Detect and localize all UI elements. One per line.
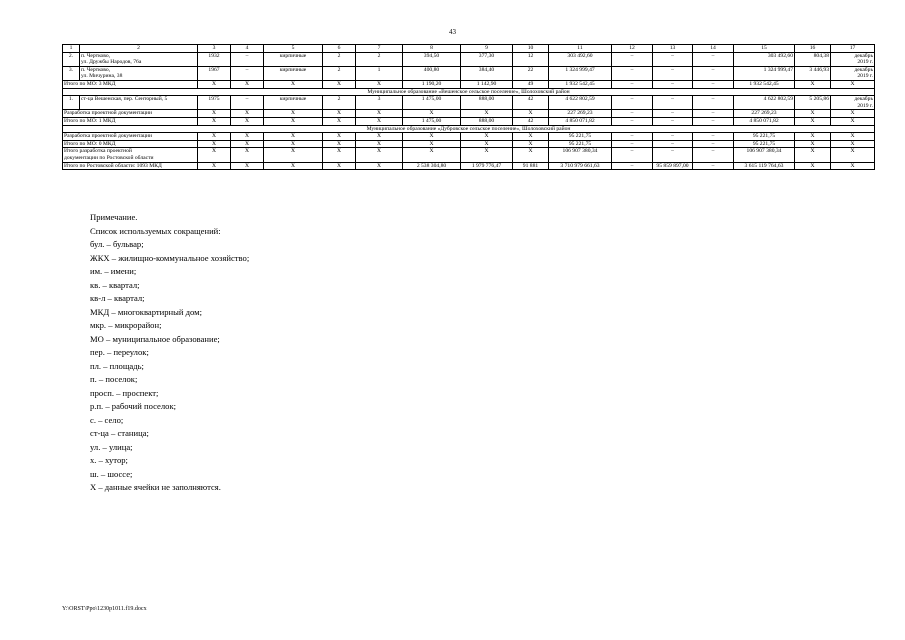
table-cell: 1 932 542,45 (549, 80, 612, 88)
table-cell: X (231, 162, 264, 170)
abbreviation-item: ш. – шоссе; (90, 468, 133, 479)
table-cell: – (693, 133, 734, 141)
table-cell: X (795, 148, 831, 162)
header-cell: 15 (734, 45, 795, 53)
row-label: Разработка проектной документации (63, 133, 198, 141)
header-cell: 14 (693, 45, 734, 53)
table-cell: 4 622 802,59 (734, 96, 795, 110)
table-cell: X (231, 117, 264, 125)
header-cell: 5 (264, 45, 323, 53)
row-number: 2. (63, 52, 80, 66)
total-label (63, 148, 198, 162)
table-cell: – (612, 80, 653, 88)
table-cell: X (356, 80, 403, 88)
total-label: Итого по МО: 0 МКД (63, 140, 198, 148)
notes-subtitle: Список используемых сокращений: (90, 225, 221, 236)
table-cell: – (231, 96, 264, 110)
table-cell: X (461, 133, 513, 141)
table-cell: X (513, 133, 549, 141)
table-cell: X (198, 140, 231, 148)
table-cell: 1 932 542,45 (734, 80, 795, 88)
table-cell: 95 221,75 (549, 140, 612, 148)
page-number: 43 (449, 28, 456, 36)
table-cell: X (403, 148, 461, 162)
table-row (63, 52, 875, 66)
table-cell: 3 (356, 96, 403, 110)
deadline-year: 2019 г. (857, 59, 873, 66)
abbreviation-item: им. – имени; (90, 266, 137, 276)
abbreviation-item: МО – муниципальное образование; (90, 333, 220, 344)
abbreviation-item: п. – поселок; (90, 374, 138, 384)
table-cell: X (403, 133, 461, 141)
header-cell: 7 (356, 45, 403, 53)
table-cell: X (831, 110, 875, 118)
address-line: п. Чертково, (81, 66, 111, 73)
table-row (63, 96, 875, 110)
table-cell: 106 907 380,34 (549, 148, 612, 162)
table-cell: 1 475,00 (403, 96, 461, 110)
table-cell: – (693, 110, 734, 118)
table-cell: 95 221,75 (734, 133, 795, 141)
table-cell: – (231, 52, 264, 66)
abbreviation-item: с. – село; (90, 414, 124, 425)
section-row (63, 88, 875, 96)
table-cell: X (831, 133, 875, 141)
abbreviation-item: пер. – переулок; (90, 347, 149, 357)
table-cell: X (356, 140, 403, 148)
table-cell: X (231, 110, 264, 118)
abbreviation-item: р.п. – рабочий поселок; (90, 401, 177, 411)
header-cell: 9 (461, 45, 513, 53)
table-cell: 1 475,00 (403, 117, 461, 125)
table-cell: X (323, 80, 356, 88)
total-row (63, 80, 875, 88)
table-cell: X (264, 140, 323, 148)
table-cell: X (264, 148, 323, 162)
table-cell: X (231, 133, 264, 141)
address-line: ул. Дружбы Народов, 76а (81, 59, 142, 66)
abbreviation-item: ст-ца – станица; (90, 428, 149, 438)
year-cell: 1975 (198, 96, 231, 110)
table-cell: – (612, 66, 653, 80)
header-cell: 1 (63, 45, 80, 53)
table-cell: – (653, 140, 693, 148)
table-cell: X (264, 80, 323, 88)
table-cell: – (612, 96, 653, 110)
section-title: Муниципальное образование «Вешенское сельское поселение», Шолоховский район (63, 88, 875, 96)
deadline-month: декабрь (854, 52, 873, 59)
table-cell: X (198, 133, 231, 141)
abbreviation-item: пл. – площадь; (90, 360, 144, 371)
table-cell: – (612, 148, 653, 162)
table-cell: 2 538 304,80 (403, 162, 461, 170)
deadline-month: декабрь (854, 66, 873, 73)
address-line: ул. Мичурина, 38 (81, 73, 123, 80)
header-cell: 17 (831, 45, 875, 53)
year-cell: 1967 (198, 66, 231, 80)
table-cell: X (795, 110, 831, 118)
table-cell: – (612, 140, 653, 148)
table-cell: – (653, 117, 693, 125)
address-cell (80, 66, 198, 80)
table-cell: X (356, 133, 403, 141)
table-cell: X (461, 148, 513, 162)
table-cell: – (612, 133, 653, 141)
table-cell: 2 (323, 96, 356, 110)
year-cell: 1932 (198, 52, 231, 66)
table-cell: 4 622 802,59 (549, 96, 612, 110)
table-cell: – (653, 110, 693, 118)
table-cell: X (198, 148, 231, 162)
deadline-cell (831, 96, 875, 110)
table-cell: X (323, 133, 356, 141)
table-cell: X (795, 117, 831, 125)
table-cell: 3 615 119 764,63 (734, 162, 795, 170)
table-cell: X (264, 117, 323, 125)
table-cell: X (831, 117, 875, 125)
table-cell: 2 (323, 66, 356, 80)
table-cell: – (653, 96, 693, 110)
table-cell: X (831, 148, 875, 162)
table-cell: 1 142,90 (461, 80, 513, 88)
table-cell: – (693, 117, 734, 125)
table-cell: X (264, 133, 323, 141)
table-cell: X (264, 162, 323, 170)
table-cell: X (231, 140, 264, 148)
table-cell: X (356, 117, 403, 125)
table-cell: 42 (513, 117, 549, 125)
table-cell: X (323, 117, 356, 125)
table-cell: X (795, 80, 831, 88)
notes-section (90, 211, 249, 495)
header-cell: 2 (80, 45, 198, 53)
abbreviation-item: МКД – многоквартирный дом; (90, 306, 202, 317)
table-row (63, 66, 875, 80)
row-number: 1. (63, 96, 80, 110)
address-line: п. Чертково, (81, 52, 111, 59)
table-cell: 4 850 071,82 (734, 117, 795, 125)
table-cell: 400,80 (403, 66, 461, 80)
table-cell: – (612, 162, 653, 170)
table-cell: 303 492,60 (734, 52, 795, 66)
table-cell: X (831, 140, 875, 148)
table-cell: 2 (323, 52, 356, 66)
table-cell: 3 710 979 661,63 (549, 162, 612, 170)
abbreviation-item: кв-л – квартал; (90, 293, 145, 303)
table-cell: – (693, 162, 734, 170)
table-cell: 394,50 (403, 52, 461, 66)
abbreviation-item: х. – хутор; (90, 455, 128, 465)
table-cell: – (231, 66, 264, 80)
abbreviation-item: X – данные ячейки не заполняются. (90, 482, 221, 492)
table-cell: X (356, 148, 403, 162)
deadline-cell (831, 52, 875, 66)
abbreviation-item: бул. – бульвар; (90, 239, 144, 249)
table-cell: 12 (513, 52, 549, 66)
table-cell: X (403, 140, 461, 148)
table-row (63, 133, 875, 141)
table-cell: 1 324 999,47 (734, 66, 795, 80)
table-cell: – (693, 80, 734, 88)
table-cell: X (356, 110, 403, 118)
table-cell: 227 269,23 (549, 110, 612, 118)
table-cell: 1 (356, 66, 403, 80)
header-cell: 13 (653, 45, 693, 53)
table-cell: – (612, 110, 653, 118)
material-cell: кирпичные (264, 66, 323, 80)
total-row (63, 162, 875, 170)
total-label: Итого по МО: 1 МКД (63, 117, 198, 125)
table-cell: 49 (513, 80, 549, 88)
table-cell: 1 190,20 (403, 80, 461, 88)
table-cell: 1 979 776,47 (461, 162, 513, 170)
table-cell: X (461, 140, 513, 148)
table-cell: X (198, 162, 231, 170)
table-cell: X (323, 140, 356, 148)
total-label-line: документации по Ростовской области (64, 154, 154, 161)
table-cell: 227 269,23 (734, 110, 795, 118)
table-cell: X (795, 140, 831, 148)
table-cell: X (198, 117, 231, 125)
deadline-year: 2019 г. (857, 102, 873, 109)
abbreviation-item: кв. – квартал; (90, 279, 140, 290)
address-cell: ст-ца Вешенская, пер. Сенторный, 5 (80, 96, 198, 110)
table-cell: X (198, 80, 231, 88)
header-cell: 10 (513, 45, 549, 53)
table-cell: – (653, 80, 693, 88)
total-row (63, 117, 875, 125)
total-row (63, 148, 875, 162)
table-cell: – (693, 66, 734, 80)
table-cell: – (693, 140, 734, 148)
table-cell: X (831, 80, 875, 88)
table-cell: X (831, 162, 875, 170)
table-cell: X (323, 110, 356, 118)
header-number-row (63, 45, 875, 53)
table-cell: X (461, 110, 513, 118)
table-cell: X (198, 110, 231, 118)
table-cell: 3 446,93 (795, 66, 831, 80)
section-title: Муниципальное образование «Дубровское сельское поселение», Шолоховский район (63, 125, 875, 133)
material-cell: кирпичные (264, 96, 323, 110)
abbreviation-item: ул. – улица; (90, 441, 133, 452)
total-row (63, 140, 875, 148)
table-cell: X (323, 162, 356, 170)
material-cell: кирпичные (264, 52, 323, 66)
table-cell: 377,30 (461, 52, 513, 66)
table-cell: X (231, 80, 264, 88)
table-cell: – (693, 52, 734, 66)
table-cell: X (513, 110, 549, 118)
table-cell: X (513, 148, 549, 162)
table-cell: 4 850 071,82 (549, 117, 612, 125)
abbreviation-item: просп. – проспект; (90, 387, 159, 398)
table-row (63, 110, 875, 118)
table-cell: X (231, 148, 264, 162)
table-cell: X (513, 140, 549, 148)
table-cell: X (264, 110, 323, 118)
register-table (62, 44, 875, 170)
table-cell: 1 324 999,47 (549, 66, 612, 80)
table-cell: – (693, 148, 734, 162)
table-cell: – (653, 133, 693, 141)
table-cell: X (323, 148, 356, 162)
table-cell: 303 492,60 (549, 52, 612, 66)
table-cell: 888,00 (461, 96, 513, 110)
table-cell: 2 (356, 52, 403, 66)
row-number: 3. (63, 66, 80, 80)
table-cell: X (403, 110, 461, 118)
table-cell: – (653, 52, 693, 66)
register-table-container (62, 44, 874, 170)
header-cell: 8 (403, 45, 461, 53)
table-cell: X (356, 162, 403, 170)
table-cell: 91 881 (513, 162, 549, 170)
row-label: Разработка проектной документации (63, 110, 198, 118)
abbreviation-item: ЖКХ – жилищно-коммунальное хозяйство; (90, 252, 250, 263)
header-cell: 3 (198, 45, 231, 53)
total-label: Итого по Ростовской области: 1093 МКД (63, 162, 198, 170)
header-cell: 4 (231, 45, 264, 53)
header-cell: 11 (549, 45, 612, 53)
table-cell: 5 205,86 (795, 96, 831, 110)
abbreviation-item: мкр. – микрорайон; (90, 320, 162, 330)
table-cell: X (795, 133, 831, 141)
table-cell: 106 907 380,34 (734, 148, 795, 162)
table-cell: 804,38 (795, 52, 831, 66)
table-cell: 22 (513, 66, 549, 80)
table-cell: – (653, 148, 693, 162)
table-cell: 95 221,75 (734, 140, 795, 148)
deadline-month: декабрь (854, 96, 873, 103)
deadline-year: 2019 г. (857, 73, 873, 80)
table-cell: 384,40 (461, 66, 513, 80)
table-cell: X (795, 162, 831, 170)
table-cell: – (653, 66, 693, 80)
header-cell: 6 (323, 45, 356, 53)
footer-file-path: Y:\ORST\Ppo\1230p1011.f19.docx (62, 606, 147, 612)
address-cell (80, 52, 198, 66)
header-cell: 16 (795, 45, 831, 53)
table-cell: 42 (513, 96, 549, 110)
total-label-line: Итого разработка проектной (64, 148, 132, 155)
table-cell: – (612, 117, 653, 125)
table-cell: 95 859 897,00 (653, 162, 693, 170)
header-cell: 12 (612, 45, 653, 53)
section-row (63, 125, 875, 133)
table-cell: – (612, 52, 653, 66)
table-cell: 95 221,75 (549, 133, 612, 141)
table-cell: 888,00 (461, 117, 513, 125)
deadline-cell (831, 66, 875, 80)
table-cell: – (693, 96, 734, 110)
notes-title: Примечание. (90, 212, 138, 222)
total-label: Итого по МО: 3 МКД (63, 80, 198, 88)
